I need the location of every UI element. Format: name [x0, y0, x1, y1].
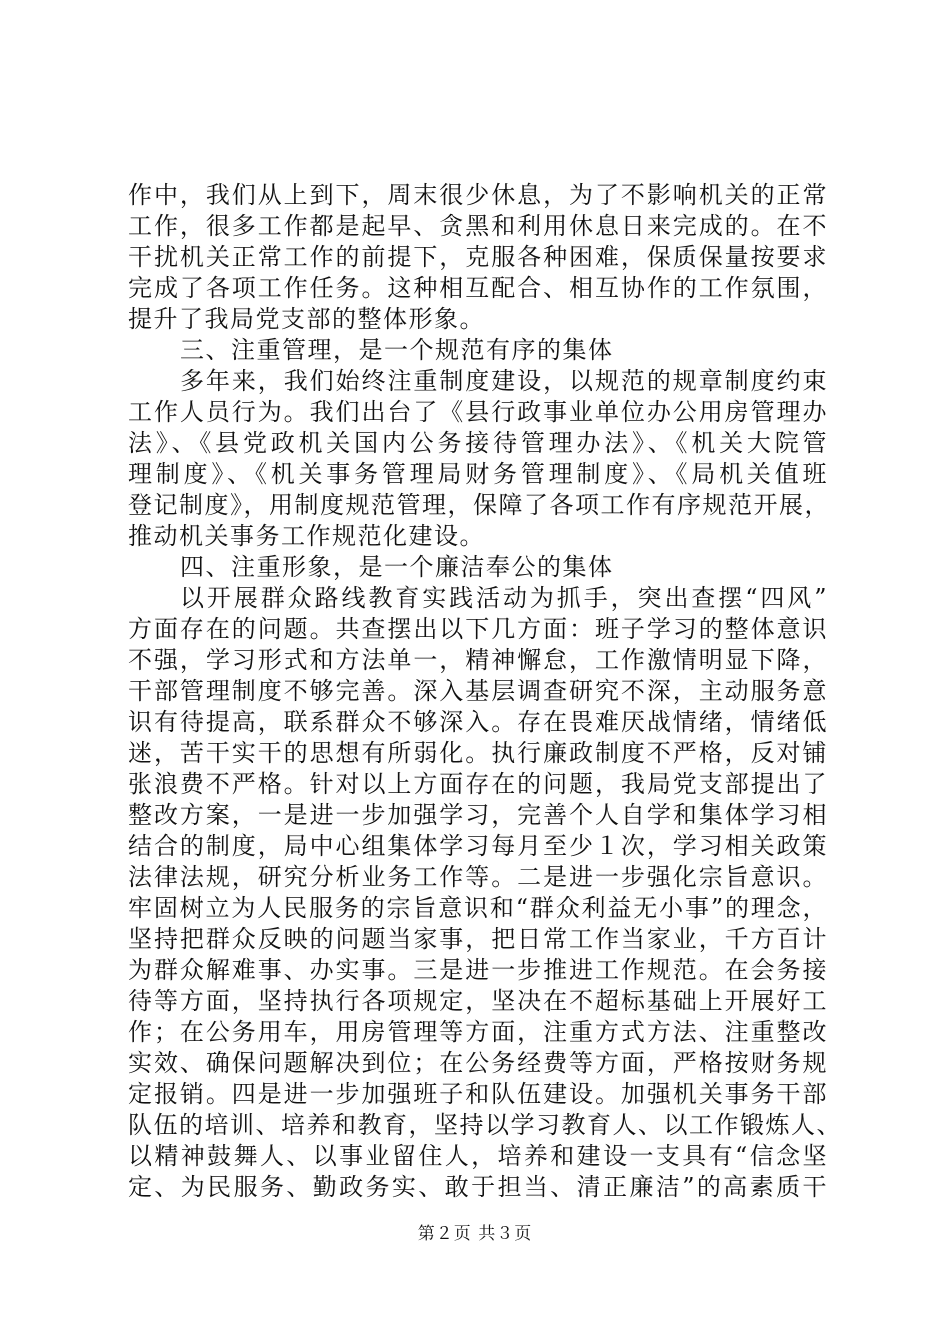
text-line: 多年来，我们始终注重制度建设，以规范的规章制度约束: [180, 367, 828, 395]
text-line: 张浪费不严格。针对以上方面存在的问题，我局党支部提出了: [128, 770, 828, 798]
page-number-footer: 第２页 共３页: [417, 1224, 533, 1244]
text-line: 牢固树立为人民服务的宗旨意识和“群众利益无小事”的理念，: [128, 894, 828, 922]
text-line: 实效、确保问题解决到位；在公务经费等方面，严格按财务规: [128, 1049, 828, 1077]
text-line: 为群众解难事、办实事。三是进一步推进工作规范。在会务接: [128, 956, 828, 984]
text-line: 方面存在的问题。共查摆出以下几方面：班子学习的整体意识: [128, 615, 828, 643]
text-line: 干部管理制度不够完善。深入基层调查研究不深，主动服务意: [128, 677, 828, 705]
text-line: 结合的制度，局中心组集体学习每月至少１次，学习相关政策: [128, 832, 828, 860]
text-line: 定、为民服务、勤政务实、敢于担当、清正廉洁”的高素质干: [128, 1173, 828, 1201]
text-line: 作；在公务用车，用房管理等方面，注重方式方法、注重整改: [128, 1018, 828, 1046]
document-body: [128, 180, 842, 1203]
text-line: 识有待提高，联系群众不够深入。存在畏难厌战情绪，情绪低: [128, 708, 828, 736]
text-line: 工作人员行为。我们出台了《县行政事业单位办公用房管理办: [128, 398, 828, 426]
section-heading: 四、注重形象，是一个廉洁奉公的集体: [180, 553, 614, 581]
text-line: 工作，很多工作都是起早、贪黑和利用休息日来完成的。在不: [128, 212, 828, 240]
text-line: 法律法规，研究分析业务工作等。二是进一步强化宗旨意识。: [128, 863, 828, 891]
text-line: 理制度》、《机关事务管理局财务管理制度》、《局机关值班: [128, 460, 828, 488]
text-line: 定报销。四是进一步加强班子和队伍建设。加强机关事务干部: [128, 1080, 828, 1108]
text-line: 迷，苦干实干的思想有所弱化。执行廉政制度不严格，反对铺: [128, 739, 828, 767]
text-line: 作中，我们从上到下，周末很少休息，为了不影响机关的正常: [128, 181, 828, 209]
text-line: 完成了各项工作任务。这种相互配合、相互协作的工作氛围，: [128, 274, 828, 302]
text-line: 待等方面，坚持执行各项规定，坚决在不超标基础上开展好工: [128, 987, 828, 1015]
text-line: 推动机关事务工作规范化建设。: [128, 522, 485, 550]
text-line: 队伍的培训、培养和教育，坚持以学习教育人、以工作锻炼人、: [128, 1111, 842, 1139]
text-line: 以开展群众路线教育实践活动为抓手，突出查摆“四风”: [180, 584, 828, 612]
text-line: 不强，学习形式和方法单一，精神懈怠，工作激情明显下降，: [128, 646, 828, 674]
text-line: 法》、《县党政机关国内公务接待管理办法》、《机关大院管: [128, 429, 828, 457]
section-heading: 三、注重管理，是一个规范有序的集体: [180, 336, 614, 364]
text-line: 坚持把群众反映的问题当家事，把日常工作当家业，千方百计: [128, 925, 828, 953]
text-line: 整改方案，一是进一步加强学习，完善个人自学和集体学习相: [128, 801, 828, 829]
text-line: 干扰机关正常工作的前提下，克服各种困难，保质保量按要求: [128, 243, 828, 271]
text-line: 以精神鼓舞人、以事业留住人，培养和建设一支具有“信念坚: [128, 1142, 828, 1170]
text-line: 登记制度》，用制度规范管理，保障了各项工作有序规范开展，: [128, 491, 830, 519]
text-line: 提升了我局党支部的整体形象。: [128, 305, 485, 333]
